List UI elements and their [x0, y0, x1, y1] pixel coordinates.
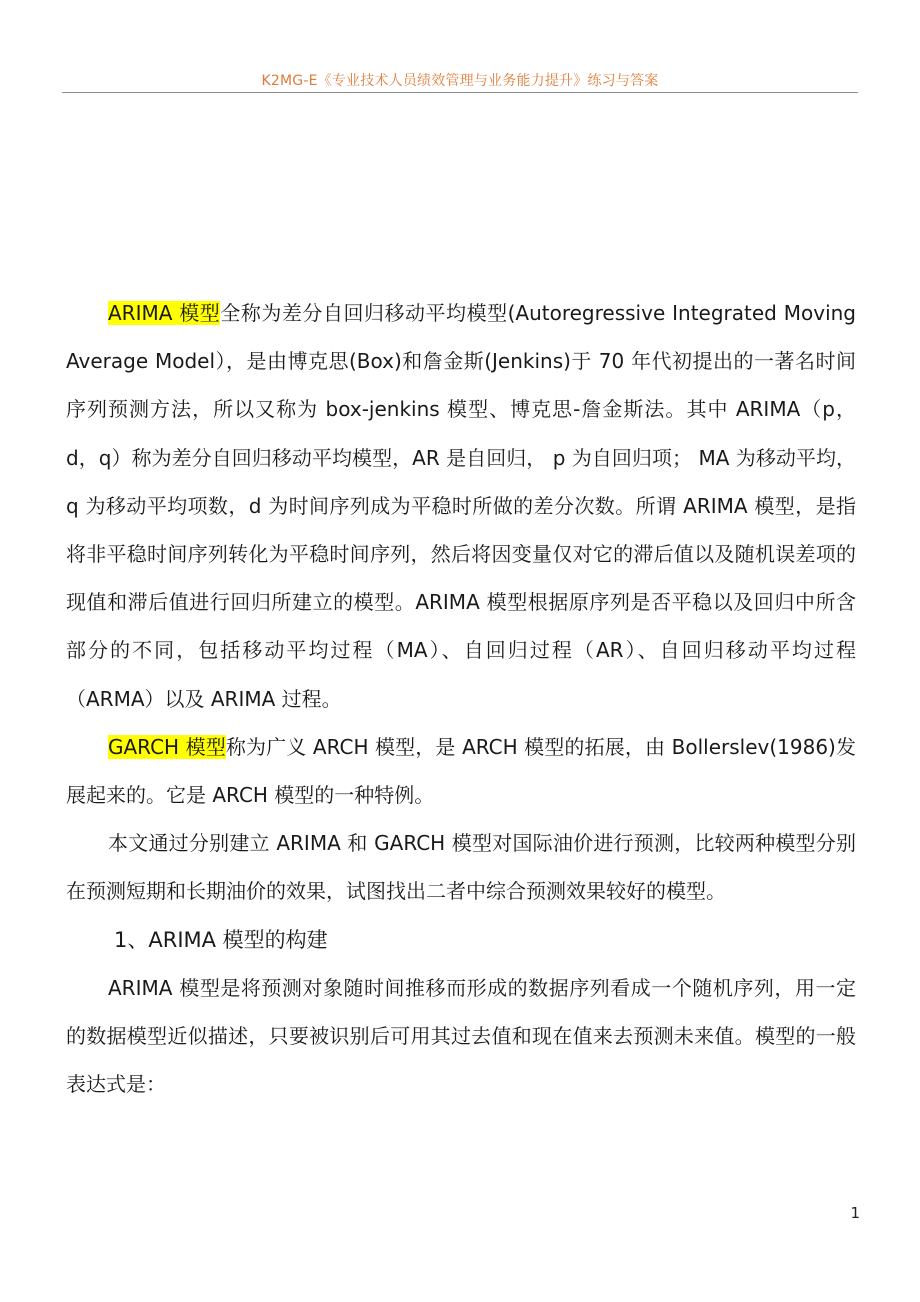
highlighted-term-garch: GARCH 模型: [108, 734, 226, 759]
paragraph-arima-construction: ARIMA 模型是将预测对象随时间推移而形成的数据序列看成一个随机序列，用一定的数据模型近似描述，只要被识别后可用其过去值和现在值来去预测未来值。模型的一般表达式是：: [66, 975, 856, 1097]
document-body: [66, 289, 856, 1108]
paragraph-purpose: 本文通过分别建立 ARIMA 和 GARCH 模型对国际油价进行预测，比较两种模型分别在预测短期和长期油价的效果，试图找出二者中综合预测效果较好的模型。: [66, 831, 856, 904]
page-number: 1: [850, 1204, 860, 1222]
paragraph-text: 称为广义 ARCH 模型，是 ARCH 模型的拓展，由 Bollerslev(1986)发展起来的。它是 ARCH 模型的一种特例。: [66, 734, 856, 808]
highlighted-term-arima: ARIMA 模型: [108, 301, 221, 325]
section-heading: 1、ARIMA 模型的构建: [114, 927, 328, 952]
paragraph-text: 全称为差分自回归移动平均模型(Autoregressive Integrated Moving Average Model），是由博克思(Box)和詹金斯(Jenkins)于 70 年代初提出的一著名时间序列预测方法，所以又称为 box-jenkins 模型、博克思-詹金斯法。其中 ARIMA（p，d，q）称为差分自回归移动平均模型，AR 是自回归， p 为自回归项； MA 为移动平均，q 为移动平均项数，d 为时间序列成为平稳时所做的差分次数。所谓 ARIMA 模型，是指将非平稳时间序列转化为平稳时间序列，然后将因变量仅对它的滞后值以及随机误差项的现值和滞后值进行回归所建立的模型。ARIMA 模型根据原序列是否平稳以及回归中所含部分的不同，包括移动平均过程（MA）、自回归过程（AR）、自回归移动平均过程（ARMA）以及 ARIMA 过程。: [66, 301, 856, 711]
page-header-title: K2MG-E《专业技术人员绩效管理与业务能力提升》练习与答案: [261, 73, 659, 89]
paragraph-arima-intro: [66, 289, 856, 723]
paragraph-garch-intro: [66, 723, 856, 819]
header-divider: [62, 92, 858, 93]
